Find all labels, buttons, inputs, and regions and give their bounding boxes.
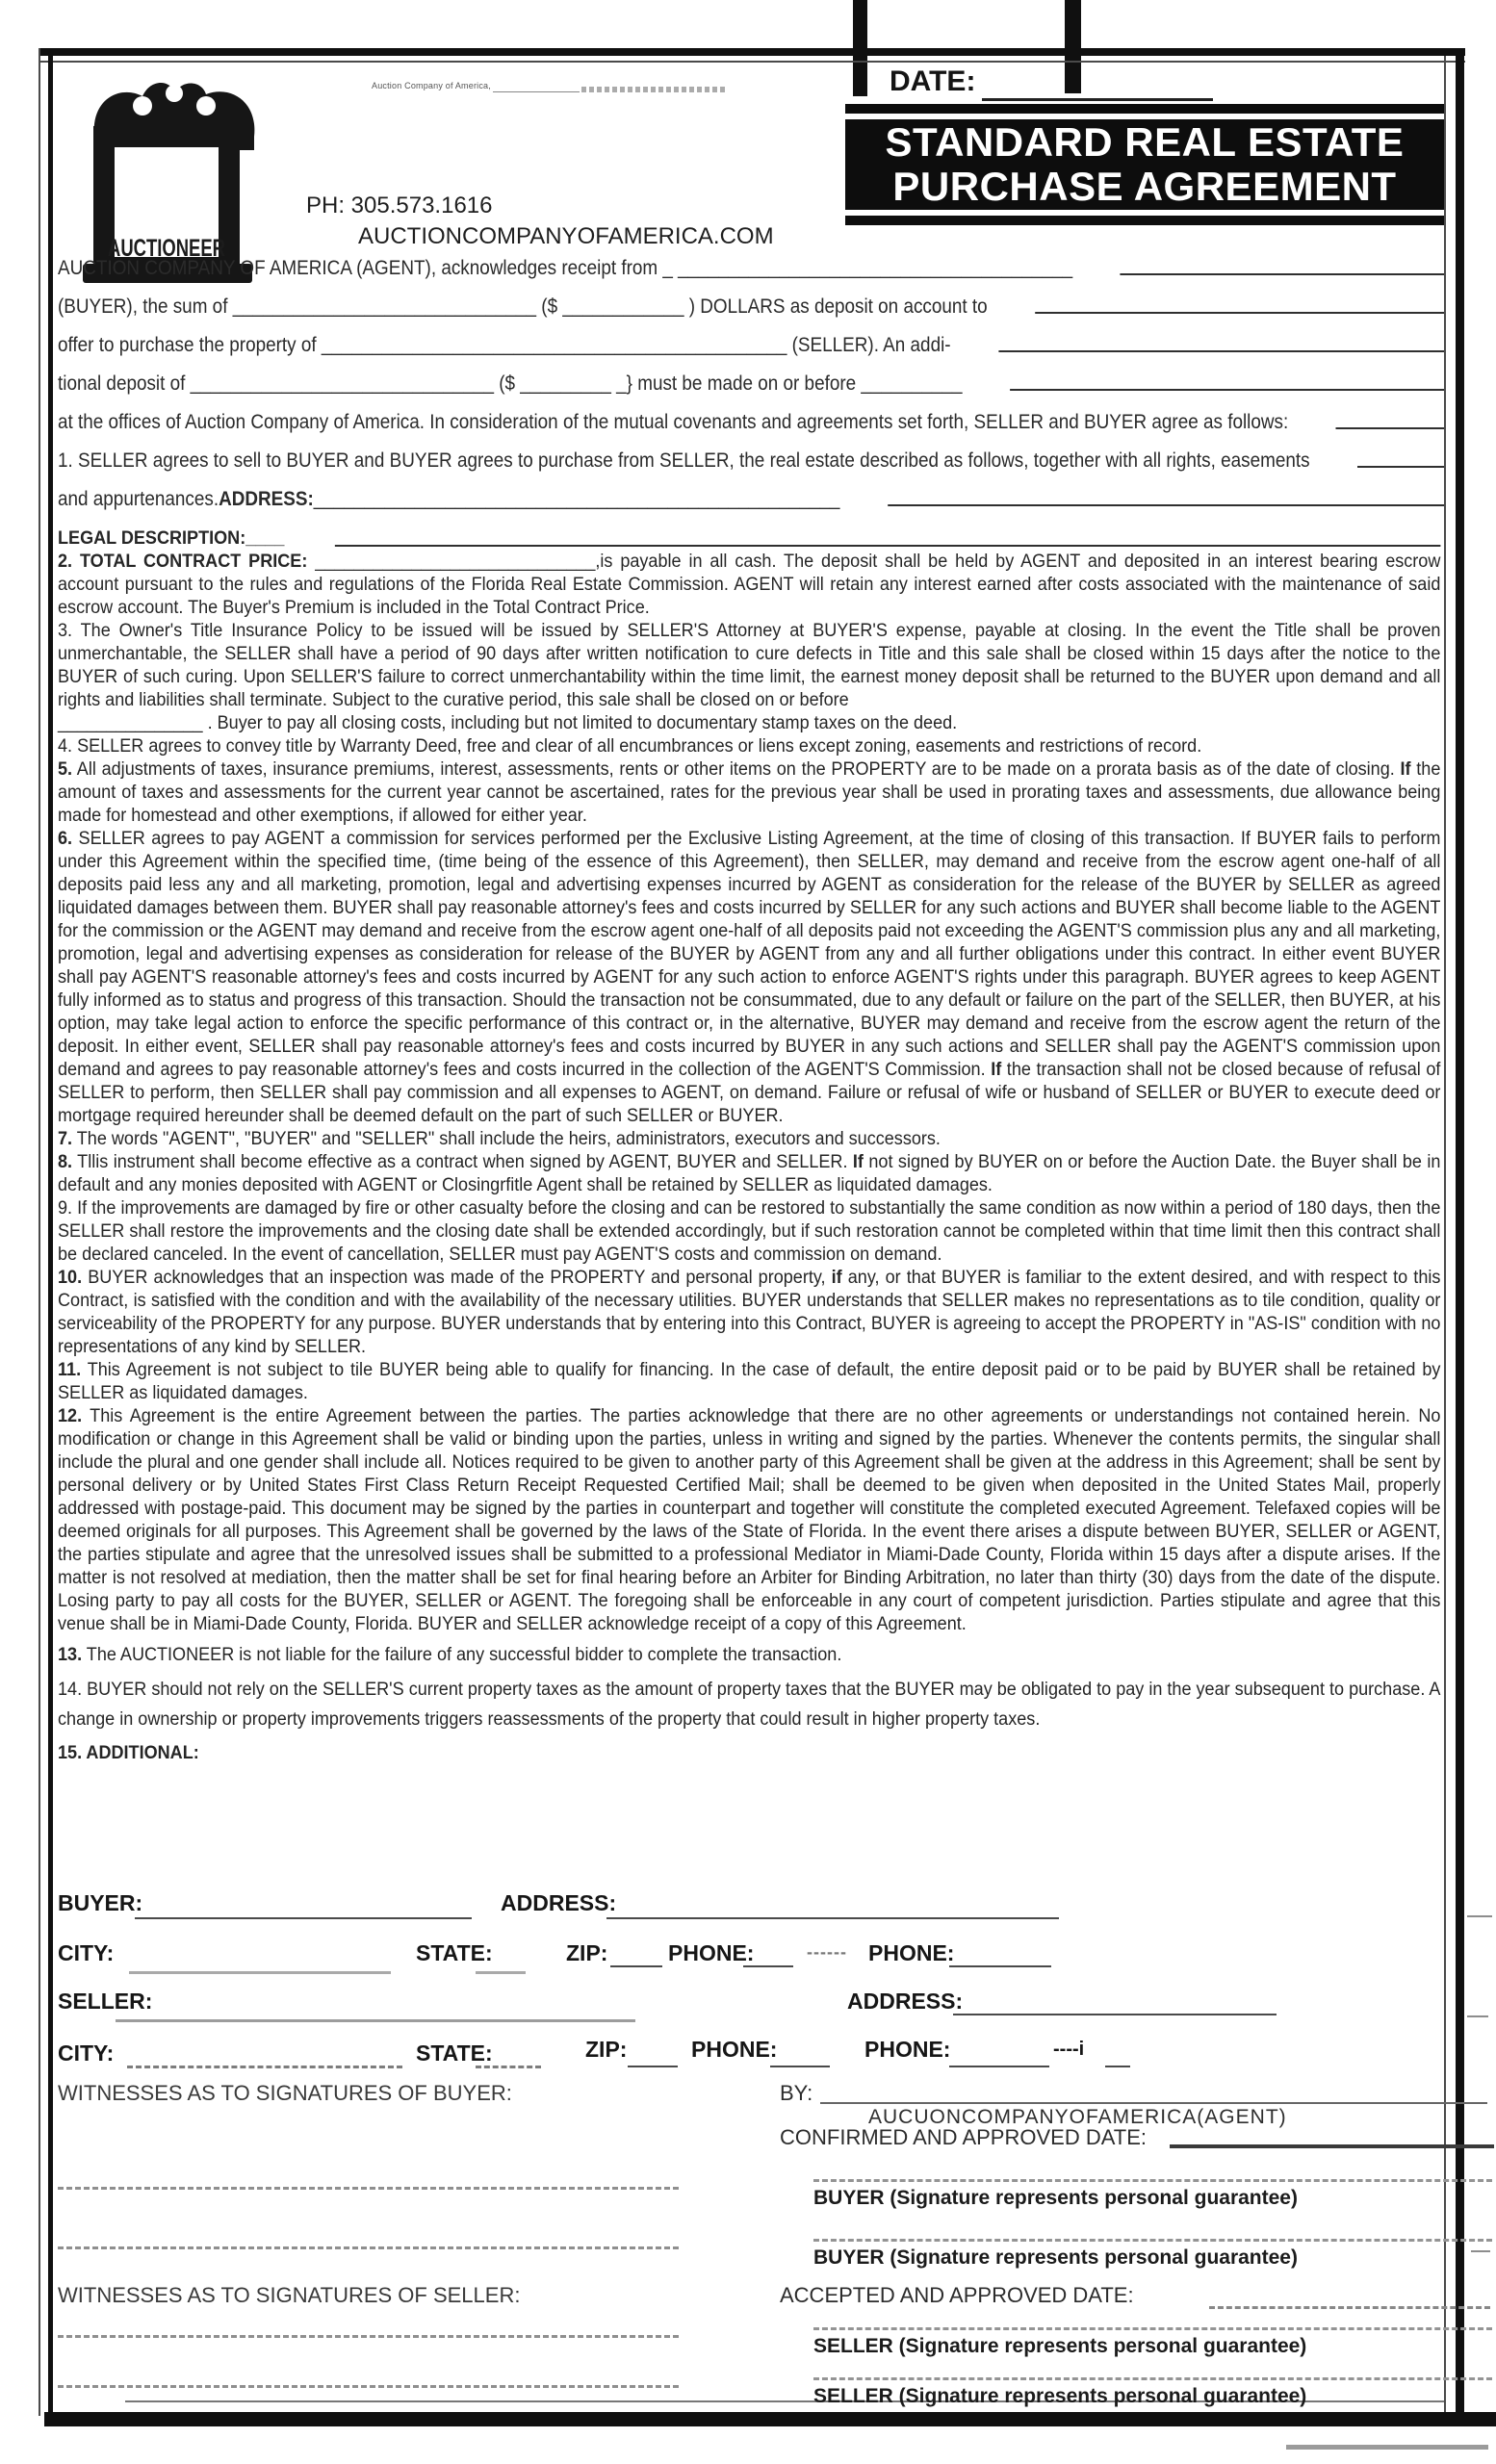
text-segment: 1. SELLER agrees to sell to BUYER and BUYER agrees to purchase from SELLER, the real estate described as follows, together with all rights, easements <box>58 449 1310 472</box>
seller-signature-caption <box>813 2327 1492 2358</box>
text-segment: SELLER agrees to pay AGENT a commission for services performed per the Exclusive Listing Agreement, at the time of closing of this transaction. If BUYER fails to perform under this Agreement within the specified time, (time being of the essence of this Agreement), then SELLER, may demand and receive from the escrow agent one-half of all deposits paid less any and all marketing, promotion, legal and advertising expenses incurred by AGENT as consideration for the release of the BUYER by SELLER as agreed liquidated damages between them. BUYER shall pay reasonable attorney's fees and costs incurred by SELLER for any such actions and BUYER shall become liable to the AGENT for the commission or the AGENT may demand and receive from the escrow agent one-half of all deposits paid not exceeding the AGENT'S commission plus any and all marketing, promotion, legal and advertising expenses as consideration for release of the BUYER by AGENT from any and all further obligations under this contract. In either event BUYER shall pay AGENT'S reasonable attorney's fees and costs incurred by AGENT for any such action to enforce AGENT'S rights under this paragraph. BUYER agrees to keep AGENT fully informed as to status and progress of this transaction. Should the transaction not be consummated, due to any default or failure on the part of the SELLER, then BUYER, at his option, may take legal action to enforce the specific performance of this contract or, in the alternative, BUYER may demand and receive from the escrow agent the return of the deposit. In either event, SELLER shall pay reasonable attorney's fees and costs incurred by BUYER in any such actions and SELLER shall pay the AGENT'S commission upon demand and agrees to pay reasonable attorney's fees and costs incurred in the collection of the AGENT'S Commission. <box>58 829 1441 1080</box>
confirmed-approved-date-label: CONFIRMED AND APPROVED DATE: <box>780 2125 1147 2149</box>
seller-city-line <box>127 2066 402 2068</box>
logo-text: AUCTIONEER <box>108 235 225 262</box>
buyer-phone-line <box>743 1965 793 1967</box>
paragraph <box>58 551 1440 620</box>
paragraph <box>58 712 1440 735</box>
text-segment: at the offices of Auction Company of America. In consideration of the mutual covenants and agreements set forth, SELLER and BUYER agree as follows: <box>58 411 1289 433</box>
paragraph <box>58 735 1440 758</box>
text-segment: AUCTION COMPANY OF AMERICA (AGENT), acknowledges receipt from _ _______________________________________ <box>58 257 1073 279</box>
scan-artifact-dash <box>1467 1915 1492 1917</box>
witness-signature-line <box>58 2187 679 2190</box>
text-segment: and appurtenances. <box>58 488 219 510</box>
intro-line <box>58 256 1444 280</box>
buyer-phone2-line <box>949 1965 1051 1967</box>
seller-address-label: ADDRESS: <box>847 1989 964 2014</box>
seller-caption-rest: (Signature represents personal guarantee) <box>892 2385 1307 2407</box>
paragraph <box>58 1742 1440 1765</box>
seller-caption-rest: (Signature represents personal guarantee) <box>892 2335 1307 2357</box>
text-segment: 5. <box>58 759 73 780</box>
text-segment: tional deposit of ______________________________ ($ _________ _} must be made on or before __________ <box>58 372 963 395</box>
scan-artifact-vertical-bar-right <box>1065 0 1081 93</box>
page-border-left-thick <box>48 56 53 2414</box>
witnesses-buyer-label: WITNESSES AS TO SIGNATURES OF BUYER: <box>58 2081 512 2105</box>
text-segment: 3. The Owner's Title Insurance Policy to be issued will be issued by SELLER'S Attorney at BUYER'S expense, payable at closing. In the event the Title shall be proven unmerchantable, the SELLER shall have a period of 90 days after written notification to cure defects in Title and this sale shall be closed within 15 days after the notice to the BUYER of such curing. Upon SELLER'S failure to correct unmerchantability within the time limit, the earnest money deposit shall be returned to the BUYER upon demand and all rights and liabilities shall terminate. Subject to the curative period, this sale shall be closed on or before <box>58 621 1441 710</box>
buyer-zip-label: ZIP: <box>566 1940 608 1965</box>
buyer-city-label: CITY: <box>58 1940 115 1965</box>
title-banner <box>845 119 1444 210</box>
text-segment: 10. <box>58 1268 83 1288</box>
seller-caption-name: SELLER <box>813 2335 893 2357</box>
text-segment: (BUYER), the sum of ______________________________ ($ ____________ ) DOLLARS as deposit on account to <box>58 295 988 318</box>
seller-caption-name: SELLER <box>813 2385 893 2407</box>
buyer-name-line <box>135 1917 472 1919</box>
seller-name-line <box>116 2019 635 2022</box>
scan-artifact-dashes: ------ <box>807 1942 847 1962</box>
text-segment: 12. <box>58 1406 83 1426</box>
agent-signature-line <box>820 2102 1487 2104</box>
buyer-signature-caption <box>813 2179 1492 2210</box>
paragraph <box>58 1128 1440 1151</box>
document-title-line1: STANDARD REAL ESTATE <box>885 119 1405 165</box>
buyer-caption-rest: (Signature represents personal guarantee) <box>884 2187 1298 2209</box>
seller-state-line <box>476 2066 541 2068</box>
seller-zip-line <box>628 2066 678 2067</box>
text-segment: 11. <box>58 1360 82 1380</box>
text-segment: _______________ . Buyer to pay all closing costs, including but not limited to documentary stamp taxes on the deed. <box>58 713 958 733</box>
witnesses-seller-label: WITNESSES AS TO SIGNATURES OF SELLER: <box>58 2283 521 2307</box>
witness-signature-line <box>58 2385 679 2388</box>
buyer-state-label: STATE: <box>416 1940 493 1965</box>
by-label: BY: <box>780 2081 813 2105</box>
paragraph <box>58 1644 1440 1667</box>
text-segment: If <box>852 1152 864 1172</box>
contract-paragraphs <box>58 527 1440 1765</box>
scan-artifact-dash <box>1467 2015 1488 2017</box>
seller-signature-caption <box>813 2377 1492 2408</box>
blank-fill-line <box>1010 372 1444 391</box>
text-segment: All adjustments of taxes, insurance premiums, interest, assessments, rents or other items on the PROPERTY are to be made on a prorata basis as of the date of closing. <box>72 759 1401 780</box>
seller-phone2-line-tail <box>1105 2066 1130 2067</box>
page-border-top-thin <box>39 61 1465 63</box>
seller-state-label: STATE: <box>416 2040 493 2066</box>
buyer-address-line <box>606 1917 1059 1919</box>
seller-zip-label: ZIP: <box>585 2037 628 2062</box>
website: AUCTIONCOMPANYOFAMERICA.COM <box>358 223 774 249</box>
intro-line <box>58 410 1444 434</box>
letterhead-smudge <box>581 87 726 92</box>
paragraph <box>58 758 1440 828</box>
blank-fill-line <box>888 487 1444 506</box>
text-segment: if <box>831 1268 842 1288</box>
text-segment: The AUCTIONEER is not liable for the failure of any successful bidder to complete the transaction. <box>82 1645 842 1665</box>
paragraph <box>58 828 1440 1128</box>
text-segment: any, or that BUYER is familiar to the extent desired, and with respect to this Contract, is satisfied with the condition and with the availability of the necessary utilities. BUYER understands that SELLER makes no representations as to tile condition, quality or serviceability of the PROPERTY for any purpose. BUYER understands that by entering into this Contract, BUYER is agreeing to accept the PROPERTY in "AS-IS" condition with no representations of any kind by SELLER. <box>58 1268 1441 1357</box>
buyer-phone2-label: PHONE: <box>868 1940 955 1965</box>
buyer-label: BUYER: <box>58 1890 143 1915</box>
page-border-left-thin <box>39 48 40 2416</box>
text-segment: ADDRESS: <box>219 488 314 510</box>
paragraph <box>58 620 1440 712</box>
title-banner-top-rule <box>845 104 1444 114</box>
text-segment: 13. <box>58 1645 83 1665</box>
buyer-caption-name: BUYER <box>813 2187 885 2209</box>
text-segment: 8. <box>58 1152 73 1172</box>
date-label: DATE: <box>890 65 976 97</box>
buyer-caption-rest: (Signature represents personal guarantee) <box>884 2246 1298 2269</box>
text-segment: If <box>991 1060 1002 1080</box>
intro-section <box>58 256 1444 526</box>
buyer-phone-label: PHONE: <box>668 1940 755 1965</box>
text-segment: 7. <box>58 1129 73 1149</box>
text-segment: LEGAL DESCRIPTION:____ <box>58 528 285 549</box>
text-segment: BUYER acknowledges that an inspection was made of the PROPERTY and personal property, <box>82 1268 832 1288</box>
intro-line <box>58 449 1444 473</box>
blank-fill-line <box>1121 256 1444 275</box>
page-border-right-thick <box>1456 48 1464 2421</box>
witness-signature-line <box>58 2246 679 2249</box>
seller-phone-label: PHONE: <box>691 2037 778 2062</box>
page-border-bottom-thick <box>44 2412 1496 2426</box>
blank-fill-line <box>1357 449 1444 468</box>
accepted-approved-date-label: ACCEPTED AND APPROVED DATE: <box>780 2283 1134 2307</box>
intro-line <box>58 333 1444 357</box>
text-segment: This Agreement is the entire Agreement between the parties. The parties acknowledge that there are no other agreements or understandings not contained herein. No modification or change in this Agreement shall be valid or binding upon the parties, unless in writing and signed by the parties. Whenever the contents permits, the singular shall include the plural and one gender shall include all. Notices required to be given to another party of this Agreement shall be given at the address in this Agreement; shall be sent by personal delivery or by United States First Class Return Receipt Requested Certified Mail; shall be deemed to be given when deposited in the United States Mail, properly addressed with postage-paid. This document may be signed by the parties in counterpart and together will constitute the completed executed Agreement. Telefaxed copies will be deemed originals for all purposes. This Agreement shall be governed by the laws of the State of Florida. In the event there arises a dispute between BUYER, SELLER or AGENT, the parties stipulate and agree that the unresolved issues shall be submitted to a professional Mediator in Miami-Dade County, Florida within 15 days after a dispute arises. If the matter is not resolved at mediation, then the matter shall be set for final hearing before an Arbiter for Binding Arbitration, no later than thirty (30) days from the date of the dispute. Losing party to pay all costs for the BUYER, SELLER or AGENT. The foregoing shall be enforceable in any court of competent jurisdiction. Parties stipulate and agree that this venue shall be in Miami-Dade County, Florida. BUYER and SELLER acknowledge receipt of a copy of this Agreement. <box>58 1406 1441 1634</box>
seller-phone-line <box>770 2066 830 2067</box>
text-segment: 6. <box>58 829 73 849</box>
page-border-top-thick <box>39 48 1465 56</box>
text-segment: the amount of taxes and assessments for the current year cannot be ascertained, rates for the previous year shall be used in prorating taxes and assessments, due allowance being made for homestead and other exemptions, if allowed for either year. <box>58 759 1441 826</box>
buyer-address-label: ADDRESS: <box>501 1890 617 1915</box>
seller-phone2-line <box>949 2066 1049 2067</box>
intro-line <box>58 372 1444 396</box>
blank-fill-line <box>1336 410 1444 429</box>
paragraph <box>58 1675 1440 1734</box>
confirmed-date-line <box>1170 2144 1494 2148</box>
text-segment: Tllis instrument shall become effective as a contract when signed by AGENT, BUYER and SELLER. <box>72 1152 853 1172</box>
text-segment: The words "AGENT", "BUYER" and "SELLER" shall include the heirs, administrators, executors and successors. <box>72 1129 941 1149</box>
text-segment: offer to purchase the property of ______________________________________________ (SELLER). An addi- <box>58 334 951 356</box>
text-segment: ____________________________________________________ <box>313 488 840 510</box>
agent-signature-text: AUCUONCOMPANYOFAMERICA(AGENT) <box>868 2106 1287 2128</box>
buyer-caption-name: BUYER <box>813 2246 885 2269</box>
letterhead-micro-text: Auction Company of America, <box>372 81 491 90</box>
buyer-zip-line <box>610 1965 662 1967</box>
date-blank-line <box>982 98 1213 101</box>
scan-artifact-dash-i: ----i <box>1053 2039 1085 2060</box>
intro-line <box>58 295 1444 319</box>
text-segment: not signed by BUYER on or before the Auction Date. the Buyer shall be in default and any monies deposited with AGENT or Closingrfitle Agent shall be retained by SELLER as liquidated damages. <box>58 1152 1441 1195</box>
scan-artifact-streak <box>1286 2445 1488 2450</box>
seller-phone2-label: PHONE: <box>864 2037 951 2062</box>
buyer-city-line <box>129 1971 391 1974</box>
scan-artifact-dash <box>1471 2250 1490 2252</box>
text-segment: _____________________________,is payable in all cash. The deposit shall be held by AGENT and deposited in an interest bearing escrow account pursuant to the rules and regulations of the Florida Real Estate Commission. AGENT will retain any interest earned after costs associated with the maintenance of said escrow account. The Buyer's Premium is included in the Total Contract Price. <box>58 552 1441 618</box>
buyer-state-line <box>476 1971 526 1974</box>
text-segment: 9. If the improvements are damaged by fire or other casualty before the closing and can be restored to substantially the same condition as now within a period of 180 days, then the SELLER shall restore the improvements and the closing date shall be extended accordingly, but if such restoration cannot be completed within that time limit then this contract shall be declared canceled. In the event of cancellation, SELLER must pay AGENT'S costs and commission on demand. <box>58 1198 1441 1265</box>
paragraph <box>58 1197 1440 1267</box>
blank-fill-line <box>998 333 1444 352</box>
paragraph <box>58 1359 1440 1405</box>
blank-fill-line <box>335 527 1441 547</box>
paragraph <box>58 1405 1440 1636</box>
document-title-line2: PURCHASE AGREEMENT <box>892 164 1397 209</box>
seller-address-line <box>953 2014 1277 2015</box>
text-segment: 2. TOTAL CONTRACT PRICE: <box>58 552 316 572</box>
intro-line <box>58 487 1444 511</box>
seller-label: SELLER: <box>58 1989 153 2014</box>
text-segment: 15. ADDITIONAL: <box>58 1743 199 1763</box>
text-segment: 14. BUYER should not rely on the SELLER'S current property taxes as the amount of property taxes that the BUYER may be obligated to pay in the year subsequent to purchase. A change in ownership or property improvements triggers reassessments of the property that could result in higher property taxes. <box>58 1680 1441 1730</box>
text-segment: This Agreement is not subject to tile BUYER being able to qualify for financing. In the case of default, the entire deposit paid or to be paid by BUYER shall be retained by SELLER as liquidated damages. <box>58 1360 1441 1403</box>
phone-number: PH: 305.573.1616 <box>306 192 493 218</box>
title-banner-bottom-rule <box>845 216 1444 225</box>
seller-city-label: CITY: <box>58 2040 115 2066</box>
text-segment: If <box>1400 759 1411 780</box>
accepted-date-line <box>1209 2306 1490 2309</box>
blank-fill-line <box>1035 295 1444 314</box>
paragraph <box>58 1267 1440 1359</box>
paragraph <box>58 527 1440 551</box>
text-segment: the transaction shall not be closed because of refusal of SELLER to perform, then SELLER shall pay commission and all expenses to AGENT, on demand. Failure or refusal of wife or husband of SELLER or BUYER to execute deed or mortgage required hereunder shall be deemed default on the part of such SELLER or BUYER. <box>58 1060 1441 1126</box>
buyer-signature-caption <box>813 2239 1492 2270</box>
witness-signature-line <box>58 2335 679 2338</box>
page-border-right-thin <box>1444 56 1446 2412</box>
paragraph <box>58 1151 1440 1197</box>
text-segment: 4. SELLER agrees to convey title by Warranty Deed, free and clear of all encumbrances or liens except zoning, easements and restrictions of record. <box>58 736 1202 757</box>
letterhead-micro-line <box>493 91 580 92</box>
